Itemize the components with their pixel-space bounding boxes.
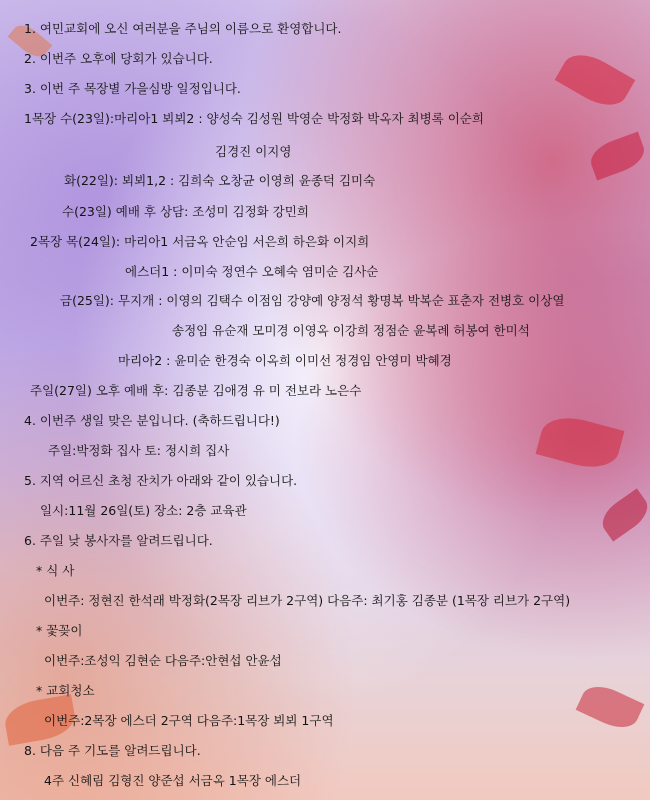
notice-8-prayer: 8. 다음 주 기도를 알려드립니다. [24, 743, 201, 758]
maple-leaf-decoration [586, 132, 649, 181]
visit-maria2: 마리아2 : 윤미순 한경숙 이옥희 이미선 정경임 안영미 박혜경 [118, 353, 452, 368]
notice-4-birthday: 4. 이번주 생일 맞은 분입니다. (축하드립니다!) [24, 413, 280, 428]
visit-tue: 화(22일): 뵈뵈1,2 : 김희숙 오창균 이영희 윤종덕 김미숙 [64, 173, 376, 188]
volunteer-cleaning-heading: * 교회청소 [36, 683, 95, 698]
notice-5-elders-feast: 5. 지역 어르신 초청 잔치가 아래와 같이 있습니다. [24, 473, 298, 488]
volunteer-cleaning-names: 이번주:2목장 에스더 2구역 다음주:1목장 뵈뵈 1구역 [44, 713, 334, 728]
birthday-names: 주일:박정화 집사 토: 정시희 집사 [48, 443, 230, 458]
visit-group1-wed: 1목장 수(23일):마리아1 뵈뵈2 : 양성숙 김성원 박영순 박정화 박옥자 최병록 이순희 [24, 111, 484, 126]
volunteer-meal-heading: * 식 사 [36, 563, 75, 578]
volunteer-flower-names: 이번주:조성익 김현순 다음주:안현섭 안윤섭 [44, 653, 282, 668]
visit-fri: 금(25일): 무지개 : 이영의 김택수 이점임 강양예 양정석 황명복 박복순 표춘자 전병호 이상열 [60, 293, 565, 308]
prayer-names: 4주 신혜림 김형진 양준섭 서금옥 1목장 에스더 [44, 773, 302, 788]
visit-wed-counsel: 수(23일) 예배 후 상담: 조성미 김정화 강민희 [62, 204, 309, 219]
maple-leaf-decoration [576, 679, 645, 735]
notice-6-volunteers: 6. 주일 낮 봉사자를 알려드립니다. [24, 533, 213, 548]
notice-1-welcome: 1. 여민교회에 오신 여러분을 주님의 이름으로 환영합니다. [24, 21, 342, 36]
maple-leaf-decoration [536, 410, 625, 474]
visit-sunday: 주일(27일) 오후 예배 후: 김종분 김애경 유 미 전보라 노은수 [30, 383, 362, 398]
feast-date-place: 일시:11월 26일(토) 장소: 2층 교육관 [40, 503, 247, 518]
visit-group1-wed-cont: 김경진 이지영 [215, 144, 292, 159]
notice-2-session: 2. 이번주 오후에 당회가 있습니다. [24, 51, 213, 66]
visit-fri-cont: 송정임 유순재 모미경 이영옥 이강희 정점순 윤복례 허봉여 한미석 [172, 323, 530, 338]
maple-leaf-decoration [555, 45, 636, 115]
volunteer-flower-heading: * 꽃꽂이 [36, 623, 83, 638]
notice-3-visitation: 3. 이번 주 목장별 가을심방 일정입니다. [24, 81, 241, 96]
visit-group2-esther: 에스더1 : 이미숙 정연수 오혜숙 염미순 김사순 [125, 264, 379, 279]
volunteer-meal-names: 이번주: 정현진 한석래 박정화(2목장 리브가 2구역) 다음주: 최기홍 김종분 (1목장 리브가 2구역) [44, 593, 571, 608]
visit-group2-thu: 2목장 목(24일): 마리아1 서금옥 안순임 서은희 하은화 이지희 [30, 234, 370, 249]
maple-leaf-decoration [596, 488, 650, 541]
